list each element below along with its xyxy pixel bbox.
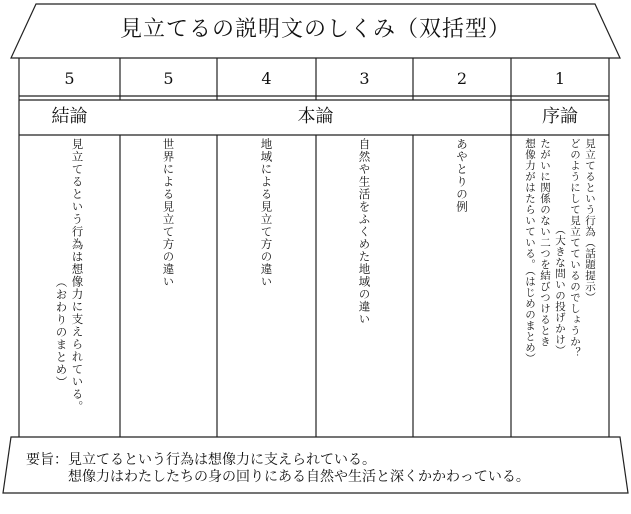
summary bbox=[26, 452, 530, 486]
section-conclusion: 結論 bbox=[51, 106, 88, 127]
column-paragraph-3 bbox=[316, 138, 413, 434]
paragraph-number: 5 bbox=[163, 69, 174, 88]
page-title: 見立てるの説明文のしくみ（双括型） bbox=[119, 17, 511, 42]
summary-label: 要旨： bbox=[26, 452, 68, 468]
column-text: 見立てるという行為は想像力に支えられている。 bbox=[70, 138, 85, 413]
column-text: 想像力がはたらいている。（はじめのまとめ） bbox=[524, 138, 536, 364]
column-text: どのようにして見立てているのでしょうか？ bbox=[569, 138, 581, 358]
column-text: （大きな問いの投げかけ） bbox=[554, 224, 566, 356]
paragraph-number: 1 bbox=[554, 69, 566, 88]
column-paragraph-2 bbox=[413, 138, 511, 434]
paragraph-number: 5 bbox=[64, 69, 75, 88]
column-text: （おわりのまとめ） bbox=[54, 276, 69, 389]
column-text: たがいに関係のない二つを結びつけるとき bbox=[539, 138, 551, 347]
section-intro: 序論 bbox=[542, 106, 578, 127]
section-body: 本論 bbox=[297, 106, 334, 127]
column-paragraph-5 bbox=[120, 138, 217, 434]
column-text: 地域による見立て方の違い bbox=[259, 138, 274, 288]
column-paragraph-1 bbox=[511, 138, 609, 434]
summary-line: 見立てるという行為は想像力に支えられている。 bbox=[68, 452, 376, 468]
column-text: 自然や生活をふくめた地域の違い bbox=[357, 138, 372, 326]
paragraph-number: 2 bbox=[456, 69, 468, 88]
summary-line: 想像力はわたしたちの身の回りにある自然や生活と深くかかわっている。 bbox=[68, 469, 530, 485]
column-text: あやとりの例 bbox=[455, 138, 469, 213]
column-conclusion bbox=[19, 138, 120, 434]
paragraph-number: 4 bbox=[261, 69, 272, 88]
column-paragraph-4 bbox=[217, 138, 316, 434]
column-text: 見立てるという行為（話題提示） bbox=[584, 138, 596, 303]
column-text: 世界による見立て方の違い bbox=[161, 138, 176, 288]
paragraph-number: 3 bbox=[359, 69, 370, 88]
